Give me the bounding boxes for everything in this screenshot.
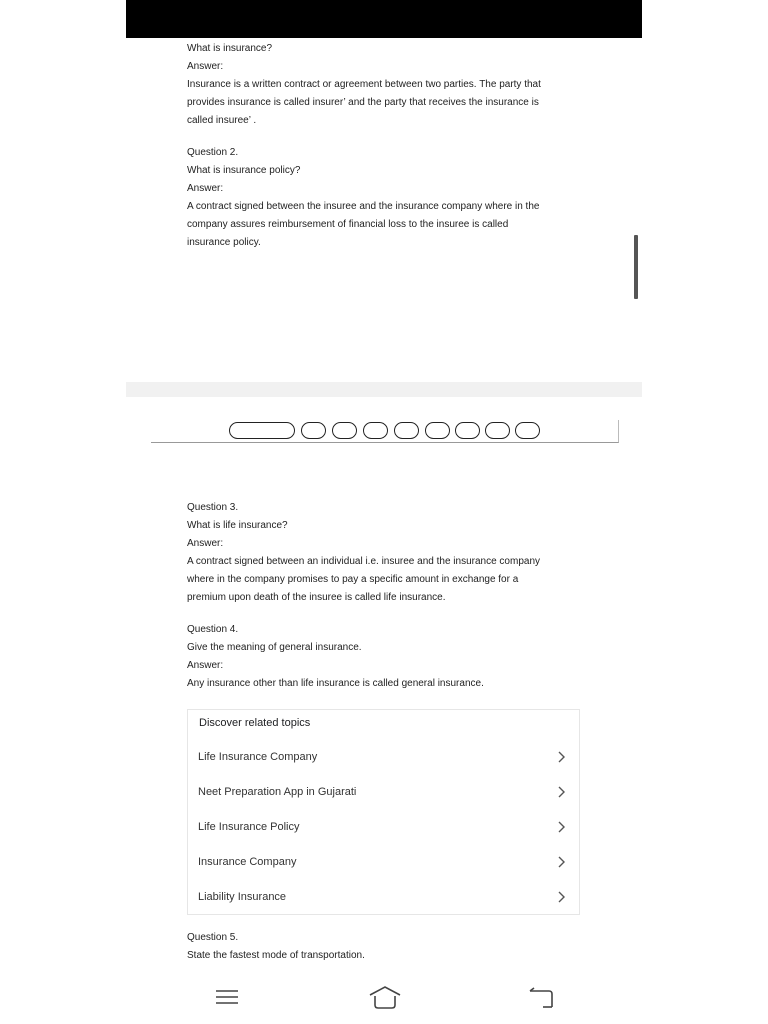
- ad-pill: [332, 422, 357, 439]
- chevron-right-icon: [553, 854, 569, 870]
- chevron-right-icon: [553, 749, 569, 765]
- related-topic-item[interactable]: [188, 775, 579, 810]
- chevron-right-icon: [553, 784, 569, 800]
- q2-number: Question 2.: [187, 147, 239, 158]
- q2-answer-line: insurance policy.: [187, 237, 261, 248]
- q1-answer-line: Insurance is a written contract or agreement between two parties. The party that: [187, 79, 541, 90]
- q2-question: What is insurance policy?: [187, 165, 301, 176]
- system-navigation-bar: [0, 975, 768, 1024]
- top-black-bar: [126, 0, 642, 38]
- chevron-right-icon: [553, 819, 569, 835]
- ad-pill: [394, 422, 419, 439]
- q4-number: Question 4.: [187, 624, 239, 635]
- related-topic-label: Liability Insurance: [198, 891, 287, 903]
- ad-pill: [515, 422, 540, 439]
- right-margin: [642, 0, 768, 1024]
- related-topic-label: Life Insurance Company: [198, 751, 318, 763]
- q2-answer-line: company assures reimbursement of financial loss to the insuree is called: [187, 219, 509, 230]
- related-topics-title: Discover related topics: [199, 717, 311, 729]
- chevron-right-icon: [553, 889, 569, 905]
- q3-answer-line: where in the company promises to pay a specific amount in exchange for a: [187, 574, 519, 585]
- q3-question: What is life insurance?: [187, 520, 288, 531]
- related-topic-item[interactable]: [188, 740, 579, 775]
- section-divider: [126, 382, 642, 397]
- related-topic-item[interactable]: [188, 880, 579, 915]
- article-section-top: [187, 40, 587, 252]
- q2-answer-line: A contract signed between the insuree and the insurance company where in the: [187, 201, 540, 212]
- related-topic-label: Insurance Company: [198, 856, 297, 868]
- q3-number: Question 3.: [187, 502, 239, 513]
- ad-pill: [425, 422, 450, 439]
- related-topic-item[interactable]: [188, 810, 579, 845]
- left-margin: [0, 0, 126, 1024]
- scrollbar-thumb[interactable]: [634, 235, 638, 299]
- article-section-bottom: [187, 499, 587, 693]
- article-section-q5: [187, 929, 587, 965]
- ad-pill-wide: [229, 422, 295, 439]
- ad-placeholder[interactable]: [151, 420, 619, 443]
- ad-pill: [363, 422, 388, 439]
- q1-answer-line: called insuree’ .: [187, 115, 257, 126]
- q3-answer-line: premium upon death of the insuree is called life insurance.: [187, 592, 446, 603]
- q4-answer-label: Answer:: [187, 660, 224, 671]
- q3-answer-label: Answer:: [187, 538, 224, 549]
- q4-question: Give the meaning of general insurance.: [187, 642, 362, 653]
- ad-pill: [455, 422, 480, 439]
- q1-answer-line: provides insurance is called insurer’ and the party that receives the insurance is: [187, 97, 539, 108]
- q4-answer-line: Any insurance other than life insurance is called general insurance.: [187, 678, 484, 689]
- related-topic-item[interactable]: [188, 845, 579, 880]
- ad-pill: [485, 422, 510, 439]
- recent-apps-icon[interactable]: [213, 983, 241, 1011]
- related-topics-card: [187, 709, 580, 915]
- q5-number: Question 5.: [187, 932, 239, 943]
- q3-answer-line: A contract signed between an individual i.e. insuree and the insurance company: [187, 556, 541, 567]
- home-icon[interactable]: [368, 983, 402, 1011]
- q5-question: State the fastest mode of transportation.: [187, 950, 365, 961]
- related-topic-label: Life Insurance Policy: [198, 821, 300, 833]
- back-icon[interactable]: [527, 983, 555, 1011]
- q2-answer-label: Answer:: [187, 183, 224, 194]
- q1-question: What is insurance?: [187, 43, 273, 54]
- related-topic-label: Neet Preparation App in Gujarati: [198, 786, 357, 798]
- q1-answer-label: Answer:: [187, 61, 224, 72]
- ad-pill: [301, 422, 326, 439]
